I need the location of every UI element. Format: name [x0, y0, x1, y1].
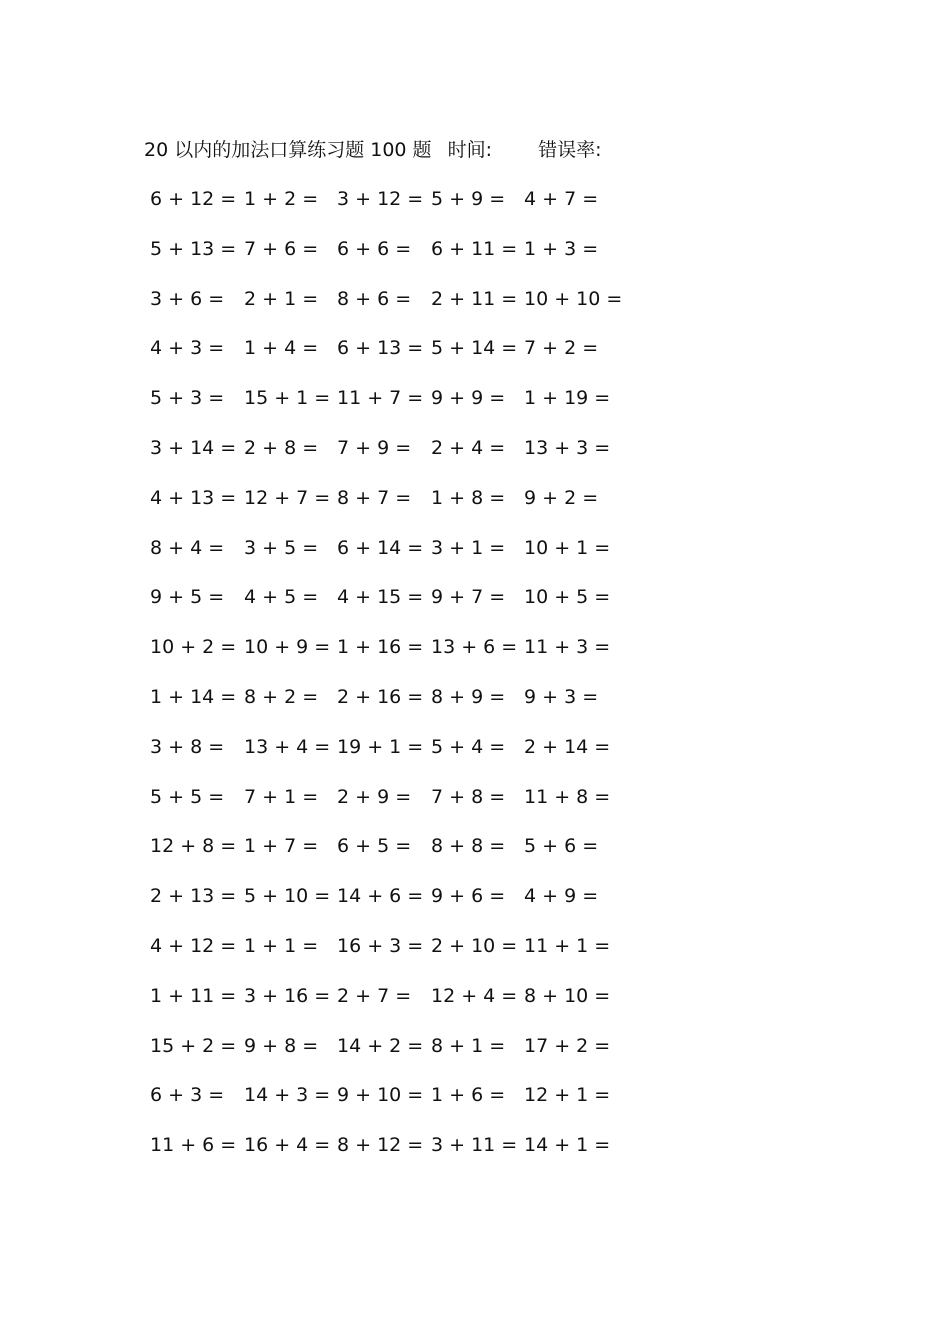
problem-item: 2 + 8 = — [244, 436, 319, 459]
problem-item: 3 + 12 = — [337, 188, 424, 210]
problem-grid — [0, 186, 950, 1182]
problem-item: 17 + 2 = — [524, 1034, 611, 1057]
problem-item: 2 + 9 = — [337, 785, 412, 808]
problem-item: 1 + 6 = — [431, 1084, 506, 1107]
problem-item: 5 + 5 = — [150, 785, 225, 808]
problem-item: 1 + 14 = — [150, 685, 237, 708]
time-label: 时间: — [447, 139, 493, 161]
problem-item: 10 + 9 = — [244, 636, 331, 659]
problem-item: 11 + 8 = — [524, 785, 611, 808]
problem-row — [0, 833, 950, 883]
problem-item: 11 + 3 = — [524, 636, 611, 659]
problem-item: 8 + 2 = — [244, 685, 319, 708]
problem-item: 8 + 7 = — [337, 486, 412, 509]
problem-item: 8 + 10 = — [524, 984, 611, 1007]
problem-row — [0, 933, 950, 983]
problem-item: 4 + 7 = — [524, 188, 599, 210]
error-rate-label: 错误率: — [538, 139, 602, 161]
problem-row — [0, 286, 950, 336]
problem-item: 9 + 9 = — [431, 387, 506, 410]
problem-item: 1 + 19 = — [524, 387, 611, 410]
problem-row — [0, 535, 950, 585]
problem-item: 14 + 1 = — [524, 1134, 611, 1157]
problem-item: 13 + 4 = — [244, 735, 331, 758]
problem-item: 4 + 9 = — [524, 885, 599, 908]
problem-item: 6 + 12 = — [150, 188, 237, 210]
problem-row — [0, 1082, 950, 1132]
problem-item: 2 + 11 = — [431, 287, 518, 310]
problem-item: 12 + 7 = — [244, 486, 331, 509]
problem-item: 8 + 12 = — [337, 1134, 424, 1157]
problem-item: 5 + 3 = — [150, 387, 225, 410]
problem-item: 4 + 5 = — [244, 586, 319, 609]
problem-item: 6 + 5 = — [337, 835, 412, 858]
worksheet-title: 20 以内的加法口算练习题 100 题 — [144, 139, 432, 161]
problem-item: 8 + 1 = — [431, 1034, 506, 1057]
problem-row — [0, 385, 950, 435]
problem-item: 3 + 16 = — [244, 984, 331, 1007]
problem-item: 14 + 6 = — [337, 885, 424, 908]
problem-item: 1 + 1 = — [244, 934, 319, 957]
problem-item: 9 + 6 = — [431, 885, 506, 908]
problem-item: 7 + 2 = — [524, 337, 599, 360]
problem-item: 8 + 8 = — [431, 835, 506, 858]
problem-row — [0, 883, 950, 933]
problem-row — [0, 186, 950, 236]
problem-item: 6 + 6 = — [337, 237, 412, 260]
problem-item: 8 + 4 = — [150, 536, 225, 559]
problem-item: 2 + 7 = — [337, 984, 412, 1007]
problem-item: 12 + 4 = — [431, 984, 518, 1007]
problem-row — [0, 684, 950, 734]
problem-item: 7 + 1 = — [244, 785, 319, 808]
problem-row — [0, 236, 950, 286]
problem-row — [0, 784, 950, 834]
problem-item: 6 + 11 = — [431, 237, 518, 260]
problem-item: 5 + 14 = — [431, 337, 518, 360]
problem-item: 9 + 7 = — [431, 586, 506, 609]
problem-item: 10 + 5 = — [524, 586, 611, 609]
problem-item: 2 + 13 = — [150, 885, 237, 908]
problem-row — [0, 1033, 950, 1083]
problem-item: 9 + 3 = — [524, 685, 599, 708]
problem-item: 9 + 10 = — [337, 1084, 424, 1107]
problem-row — [0, 634, 950, 684]
problem-item: 13 + 6 = — [431, 636, 518, 659]
problem-item: 1 + 8 = — [431, 486, 506, 509]
problem-item: 6 + 14 = — [337, 536, 424, 559]
problem-item: 19 + 1 = — [337, 735, 424, 758]
problem-item: 11 + 6 = — [150, 1134, 237, 1157]
problem-item: 5 + 13 = — [150, 237, 237, 260]
problem-row — [0, 435, 950, 485]
problem-item: 5 + 9 = — [431, 188, 506, 210]
problem-item: 14 + 3 = — [244, 1084, 331, 1107]
problem-item: 2 + 16 = — [337, 685, 424, 708]
problem-row — [0, 1132, 950, 1182]
problem-row — [0, 584, 950, 634]
problem-item: 7 + 8 = — [431, 785, 506, 808]
problem-item: 9 + 5 = — [150, 586, 225, 609]
problem-item: 12 + 1 = — [524, 1084, 611, 1107]
problem-item: 1 + 4 = — [244, 337, 319, 360]
worksheet-header — [144, 137, 601, 163]
problem-item: 16 + 3 = — [337, 934, 424, 957]
problem-item: 16 + 4 = — [244, 1134, 331, 1157]
problem-item: 7 + 9 = — [337, 436, 412, 459]
problem-item: 2 + 4 = — [431, 436, 506, 459]
problem-item: 1 + 11 = — [150, 984, 237, 1007]
problem-item: 2 + 1 = — [244, 287, 319, 310]
problem-item: 4 + 13 = — [150, 486, 237, 509]
problem-row — [0, 983, 950, 1033]
problem-item: 15 + 1 = — [244, 387, 331, 410]
problem-item: 9 + 2 = — [524, 486, 599, 509]
problem-item: 3 + 14 = — [150, 436, 237, 459]
problem-item: 3 + 8 = — [150, 735, 225, 758]
problem-item: 11 + 7 = — [337, 387, 424, 410]
problem-item: 4 + 3 = — [150, 337, 225, 360]
problem-item: 10 + 1 = — [524, 536, 611, 559]
problem-item: 4 + 15 = — [337, 586, 424, 609]
problem-item: 10 + 10 = — [524, 287, 623, 310]
problem-item: 5 + 4 = — [431, 735, 506, 758]
problem-item: 4 + 12 = — [150, 934, 237, 957]
problem-row — [0, 485, 950, 535]
problem-item: 1 + 3 = — [524, 237, 599, 260]
problem-item: 15 + 2 = — [150, 1034, 237, 1057]
problem-row — [0, 335, 950, 385]
problem-item: 8 + 9 = — [431, 685, 506, 708]
problem-item: 3 + 11 = — [431, 1134, 518, 1157]
problem-item: 5 + 6 = — [524, 835, 599, 858]
problem-item: 11 + 1 = — [524, 934, 611, 957]
problem-item: 1 + 2 = — [244, 188, 319, 210]
problem-row — [0, 734, 950, 784]
problem-item: 3 + 1 = — [431, 536, 506, 559]
problem-item: 1 + 7 = — [244, 835, 319, 858]
problem-item: 3 + 6 = — [150, 287, 225, 310]
problem-item: 6 + 13 = — [337, 337, 424, 360]
problem-item: 1 + 16 = — [337, 636, 424, 659]
problem-item: 3 + 5 = — [244, 536, 319, 559]
problem-item: 12 + 8 = — [150, 835, 237, 858]
problem-item: 5 + 10 = — [244, 885, 331, 908]
problem-item: 13 + 3 = — [524, 436, 611, 459]
problem-item: 14 + 2 = — [337, 1034, 424, 1057]
problem-item: 6 + 3 = — [150, 1084, 225, 1107]
problem-item: 10 + 2 = — [150, 636, 237, 659]
problem-item: 7 + 6 = — [244, 237, 319, 260]
problem-item: 2 + 14 = — [524, 735, 611, 758]
problem-item: 8 + 6 = — [337, 287, 412, 310]
problem-item: 9 + 8 = — [244, 1034, 319, 1057]
problem-item: 2 + 10 = — [431, 934, 518, 957]
